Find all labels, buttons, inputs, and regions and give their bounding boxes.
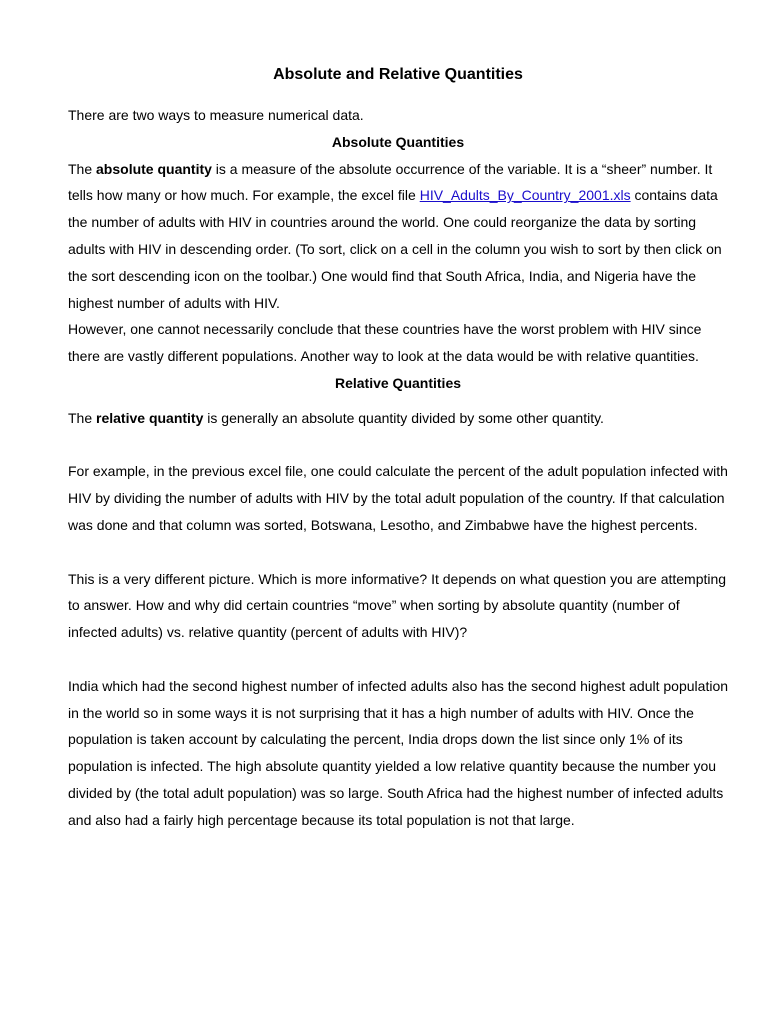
absolute-lead-text: The — [68, 160, 97, 177]
intro-paragraph: There are two ways to measure numerical data. — [68, 107, 364, 123]
paragraph-spacer — [68, 646, 728, 673]
document-page — [68, 62, 728, 834]
absolute-quantity-term: absolute quantity — [96, 160, 212, 177]
relative-lead-text: The — [68, 409, 97, 426]
absolute-example-text: contains data the number of adults with HIV in countries around the world. One could reorganize the data by sorting adults with HIV in descending order. (To sort, click on a cell in the column you wish to sort by then click on the sort descending icon on the toolbar.) One would find that South Africa, India, and Nigeria have the highest number of adults with HIV. — [68, 187, 722, 311]
paragraph-spacer — [68, 539, 728, 566]
excel-file-link[interactable]: HIV_Adults_By_Country_2001.xls — [419, 187, 631, 204]
absolute-caveat-paragraph: However, one cannot necessarily conclude that these countries have the worst problem with HIV since there are vastly different populations. Another way to look at the data would be with relative quantities. — [68, 321, 702, 365]
document-title: Absolute and Relative Quantities — [273, 66, 523, 83]
comparison-paragraph: This is a very different picture. Which is more informative? It depends on what question you are attempting to answer. How and why did certain countries “move” when sorting by absolute quantity (number of infected adults) vs. relative quantity (percent of adults with HIV)? — [68, 570, 727, 641]
relative-quantities-heading: Relative Quantities — [334, 374, 462, 391]
paragraph-spacer — [68, 432, 728, 459]
absolute-definition-text: is a measure of the absolute occurrence of the variable. It is a “sheer” number. It tells how many or how much. For example, the excel file — [68, 160, 713, 204]
india-explanation-paragraph: India which had the second highest number of infected adults also has the second highest adult population in the world so in some ways it is not surprising that it has a high number of adults with HIV. Once the population is taken account by calculating the percent, India drops down the list since only 1% of its population is infected. The high absolute quantity yielded a low relative quantity because the number you divided by (the total adult population) was so large. South Africa had the highest number of infected adults and also had a fairly high percentage because its total population is not that large. — [68, 677, 729, 828]
relative-example-paragraph: For example, in the previous excel file, one could calculate the percent of the adult population infected with HIV by dividing the number of adults with HIV by the total adult population of the country. If that calculation was done and that column was sorted, Botswana, Lesotho, and Zimbabwe have the highest percents. — [68, 463, 728, 533]
relative-quantity-term: relative quantity — [96, 409, 204, 426]
absolute-quantities-heading: Absolute Quantities — [331, 133, 465, 150]
relative-definition-paragraph — [68, 405, 728, 432]
absolute-definition-paragraph — [68, 156, 728, 317]
relative-definition-text: is generally an absolute quantity divided by some other quantity. — [203, 409, 604, 426]
